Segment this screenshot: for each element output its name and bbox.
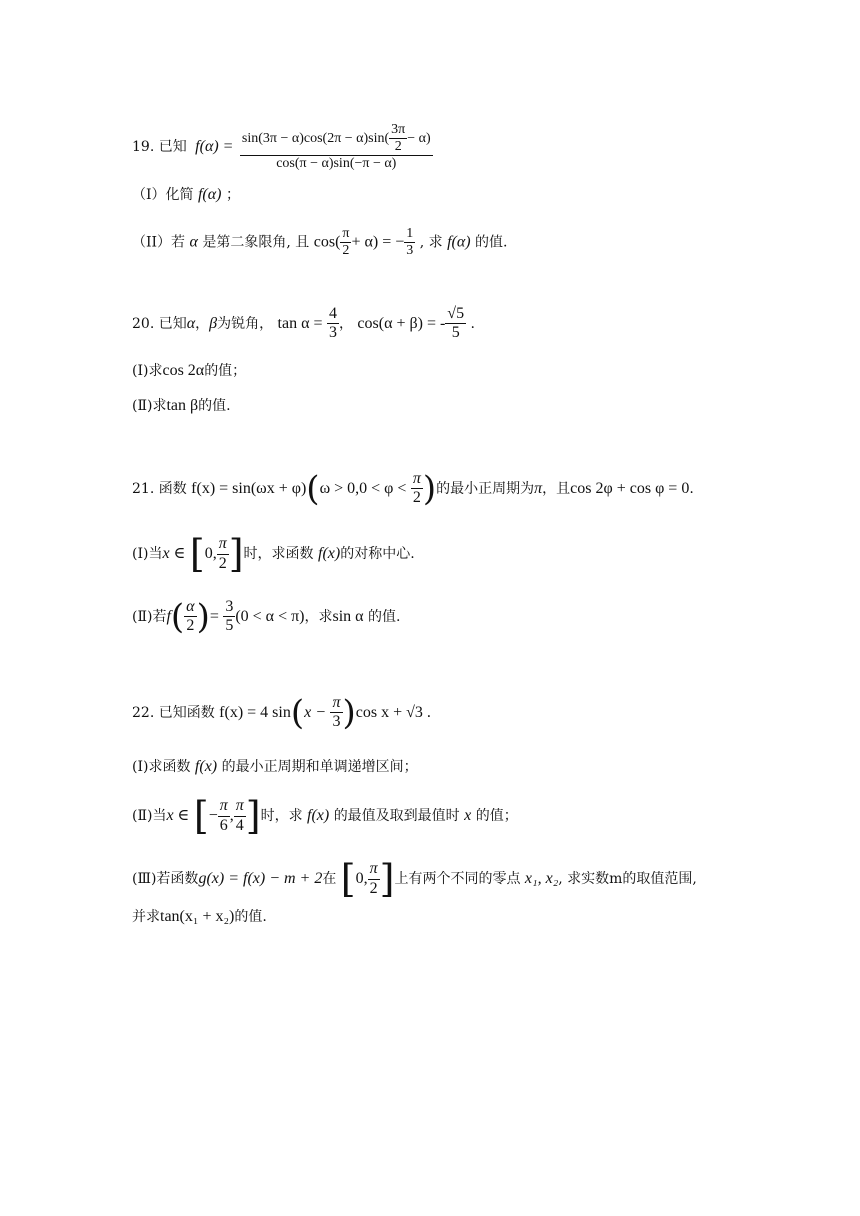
q20-part1: (Ⅰ)求cos 2α的值； — [132, 362, 247, 379]
q22-part1: (Ⅰ)求函数 f(x) 的最小正周期和单调递增区间； — [132, 758, 418, 775]
q19-lhs: f(α) = — [195, 138, 234, 156]
q22-part4: 并求tan(x₁ + x₂)的值. — [132, 908, 267, 925]
q20-part2: (Ⅱ)求tan β的值. — [132, 397, 231, 414]
q22-header: 22. 已知函数 f(x) = 4 sin(x − $\frac{\pi}{3}$ )cos x + √3 . — [132, 692, 431, 733]
q19-header — [132, 122, 433, 172]
q19-part2: （II）若 α 是第二象限角, 且 cos( $\frac{\pi}{2}$ + α) = − $\frac{1}{3}$ , 求 f(α) 的值. — [132, 226, 508, 259]
q22-part3: (Ⅲ)若函数g(x) = f(x) − m + 2在 [0, $\frac{\pi}{2}$ ]上有两个不同的零点 x₁, x₂, 求实数m的取值范围, — [132, 857, 697, 901]
q22-part2: (Ⅱ)当x ∈ [− $\frac{\pi}{6}$ , $\frac{\pi}{4}$ ]时，求 f(x) 的最值及取到最值时 x 的值； — [132, 794, 518, 838]
q21-part1: (Ⅰ)当x ∈ [0, $\frac{\pi}{2}$ ]时，求函数 f(x)的对称中心. — [132, 532, 415, 576]
q19-label: 19. 已知 — [132, 139, 187, 156]
q19-part1: （I）化简 f(α) ； — [132, 186, 240, 203]
q19-inner-fraction: $\frac{3\pi}{2}$ — [391, 122, 406, 155]
q21-part2: (Ⅱ)若f( $\frac{\alpha}{2}$ )= $\frac{3}{5}$ (0 < α < π)，求sin α 的值. — [132, 596, 401, 637]
q21-header: 21. 函数 f(x) = sin(ωx + φ)(ω > 0,0 < φ < $\frac{\pi}{2}$ )的最小正周期为π，且cos 2φ + cos φ = 0. — [132, 468, 694, 509]
q20-header: 20. 已知α，β为锐角， tan α = $\frac{4}{3}$ ， cos(α + β) = - $\frac{√5}{5}$ . — [132, 305, 475, 342]
q19-fraction — [240, 122, 433, 172]
q19-denominator: cos(π − α)sin(−π − α) — [276, 156, 397, 172]
q19-numerator: sin(3π − α)cos(2π − α)sin( $\frac{3\pi}{2}$ − α) — [240, 122, 433, 156]
